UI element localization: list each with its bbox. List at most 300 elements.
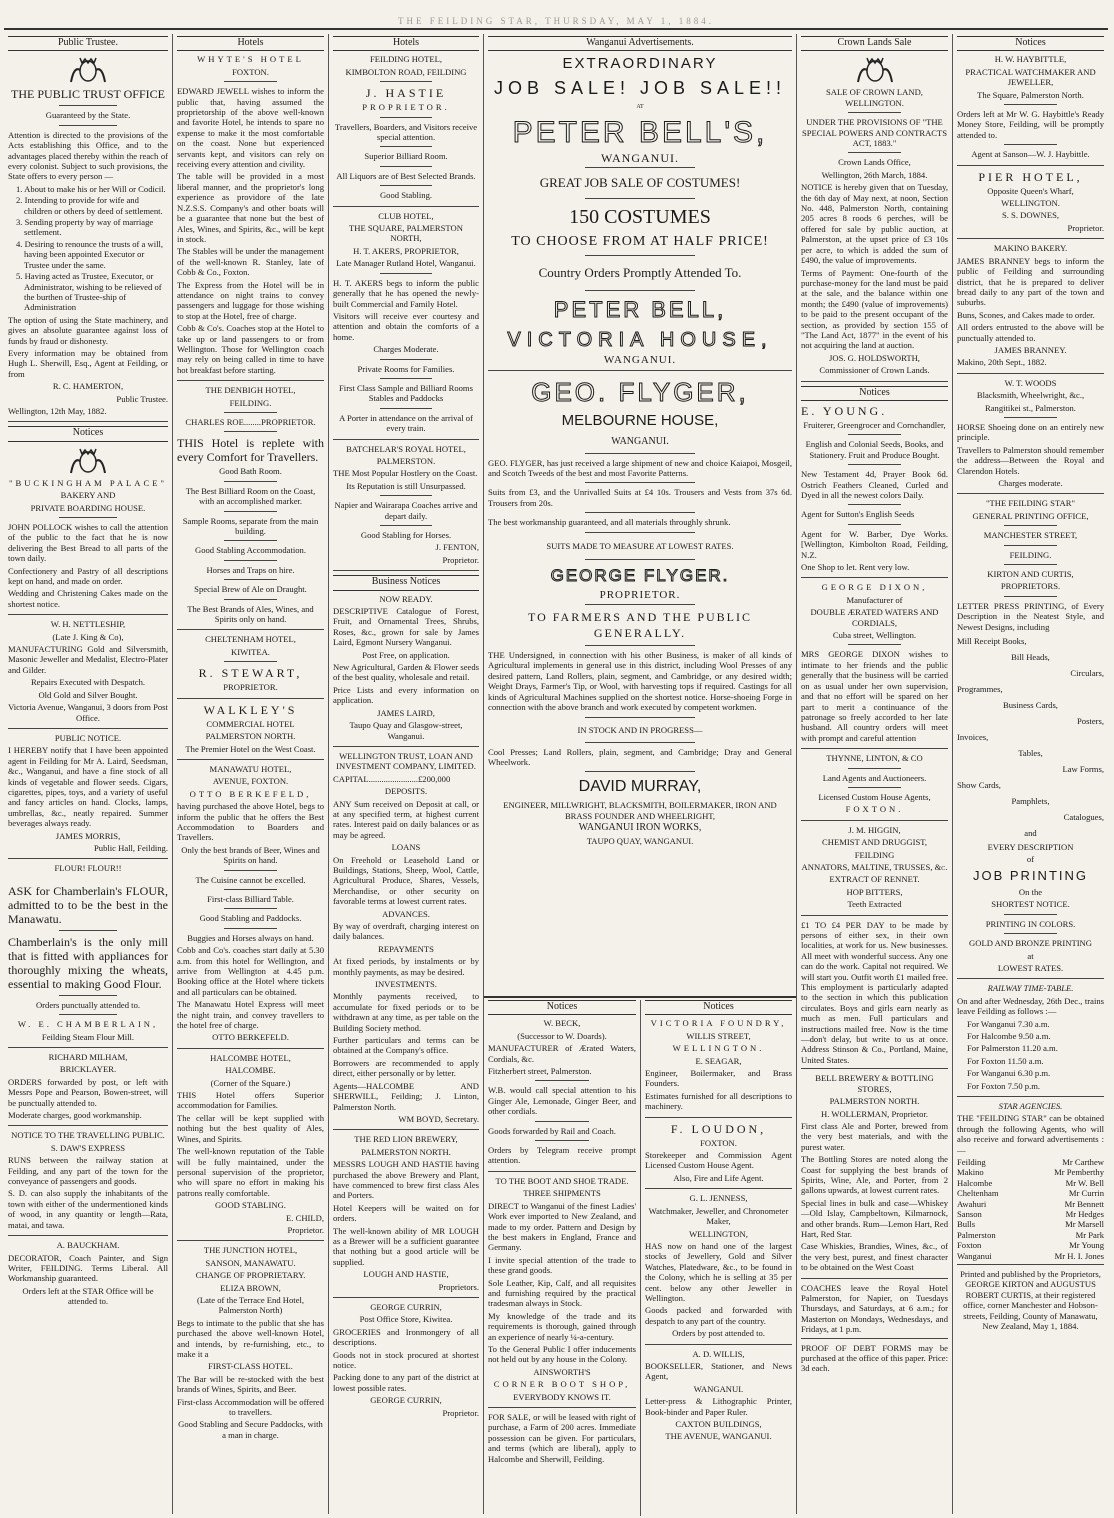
- makino-bakery-ad: [957, 243, 1104, 373]
- list-item: For Palmerston 11.20 a.m.: [967, 1043, 1058, 1054]
- table-row: [957, 1230, 1104, 1240]
- ad-body: Wedding and Christening Cakes made on the shortest notice.: [8, 588, 168, 609]
- ad-body: Suits from £3, and the Unrivalled Suits at £4 10s. Trousers and Vests from 37s 6d. Trousers from 20s.: [488, 487, 792, 508]
- ad-body: Agent at Sanson—W. J. Haybittle.: [971, 149, 1090, 160]
- ad-body: Fitzherbert street, Palmerston.: [488, 1066, 592, 1077]
- ad-body: The Stables will be under the management of the well-known R. Stanley, late of Cobb & Co., Foxton.: [177, 246, 324, 278]
- column-wanganui-ads: [484, 36, 796, 996]
- ad-body: Borrowers are recommended to apply direct, either personally or by letter.: [333, 1057, 479, 1079]
- ad-body: HORSE Shoeing done on an entirely new principle.: [957, 421, 1104, 443]
- ad-body: JAMES BRANNEY begs to inform the public of Feilding and surrounding district, that he is prepared to deliver bread daily to any part of the town and suburbs.: [957, 255, 1104, 308]
- list-item: and: [1024, 828, 1037, 839]
- agency-town: Halcombe: [957, 1177, 993, 1188]
- list-item: The Best Billiard Room on the Coast, with an accomplished marker.: [185, 485, 316, 507]
- bell-brewery-ad: [801, 1073, 948, 1278]
- list-item: For Foxton 11.50 a.m.: [967, 1055, 1044, 1066]
- ad-subtitle: PROPRIETOR.: [362, 102, 450, 113]
- ad-signature: Public Trustee.: [116, 393, 168, 404]
- ad-list: [8, 184, 168, 313]
- ad-subtitle: COMMERCIAL HOTEL: [206, 718, 295, 729]
- ad-signature: Commissioner of Crown Lands.: [819, 365, 930, 376]
- ad-body: The Express from the Hotel will be in attendance on night trains to convey passengers and luggage for those wishing to stop at the Hotel, free of charge.: [177, 279, 324, 321]
- agency-agent: Mr Young: [1069, 1240, 1104, 1251]
- ad-signature: JAMES MORRIS,: [55, 830, 121, 841]
- section-head: Hotels: [177, 36, 324, 51]
- ad-body: The option of using the State machinery, and gives an absolute guarantee against loss of funds by fraud or dishonesty.: [8, 314, 168, 346]
- agency-town: Palmerston: [957, 1229, 996, 1240]
- ad-title: THE RED LION BREWERY,: [354, 1134, 458, 1145]
- ad-title: J. HASTIE: [365, 86, 447, 101]
- ad-subtitle: (Late J. King & Co),: [52, 631, 124, 642]
- ad-subtitle: SHORTEST NOTICE.: [991, 899, 1070, 910]
- ad-title: F. LOUDON,: [670, 1121, 767, 1136]
- coaches-ad: COACHES leave the Royal Hotel Palmerston, for Napier, on Tuesdays Thursdays, and Saturdays, at 6 a.m.; for Masterton on Mondays, Wednesdays, and Fridays, at 1 p.m.: [801, 1283, 948, 1339]
- ad-subtitle: WANGANUI IRON WORKS,: [578, 822, 702, 834]
- ad-subtitle: Crown Lands Office,: [838, 157, 911, 168]
- ad-subtitle: WANGANUI.: [611, 435, 669, 447]
- agency-town: Bulls: [957, 1219, 976, 1230]
- ad-subtitle: WANGANUI.: [693, 1383, 744, 1394]
- ad-title: E. SEAGAR,: [695, 1055, 742, 1066]
- agency-town: Wanganui: [957, 1250, 992, 1261]
- agency-table: [957, 1157, 1104, 1261]
- ad-subtitle: PALMERSTON NORTH.: [829, 1096, 920, 1107]
- ad-body: EXTRACT OF RENNET.: [829, 874, 920, 885]
- list-item: First-class Billiard Table.: [207, 893, 294, 904]
- ad-title: CORNER BOOT SHOP,: [493, 1379, 631, 1390]
- ad-body: THE Most Popular Hostlery on the Coast.: [333, 468, 478, 479]
- ad-title: J. M. HIGGIN,: [848, 824, 901, 835]
- ad-subtitle: PALMERSTON NORTH.: [361, 1146, 451, 1157]
- list-item: For Foxton 7.50 p.m.: [967, 1080, 1041, 1091]
- nettleship-ad: [8, 619, 168, 729]
- column-notices-4a: [484, 1000, 640, 1516]
- ad-title: OTTO BERKEFELD,: [189, 788, 312, 799]
- ad-body: Attention is directed to the provisions of the Acts establishing this Office, and to the advantages placed thereby within the reach of every colonist. Subject to such provisions, the State offers to every person —: [8, 129, 168, 182]
- ad-body: MANUFACTURING Gold and Silversmith, Masonic Jeweller and Medalist, Electro-Plater and Gilder.: [8, 644, 168, 675]
- ad-body: On Freehold or Leasehold Land or Buildings, Stations, Sheep, Wool, Cattle, Agricultural Produce, Shares, Vessels, Merchandise, or other security on favorable terms at lowest current rates.: [333, 854, 479, 907]
- walkleys-hotel-ad: [177, 703, 324, 760]
- ad-body: Visitors will receive ever courtesy and attention and obtain the comforts of a home.: [333, 310, 479, 342]
- ad-body: THE "FEILDING STAR" can be obtained through the following Agents, who will also receive and forward advertisements :—: [957, 1113, 1104, 1155]
- ad-subtitle: CAXTON BUILDINGS,: [675, 1419, 762, 1429]
- ad-title: BATCHELAR'S ROYAL HOTEL,: [346, 443, 466, 454]
- ad-title: HALCOMBE HOTEL,: [210, 1052, 291, 1063]
- royal-crest-icon: [68, 54, 108, 84]
- ad-title: GEO. FLYGER,: [531, 376, 749, 407]
- ad-subtitle: Guaranteed by the State.: [45, 110, 131, 121]
- ad-subtitle: INVESTMENTS.: [375, 979, 437, 990]
- column-crown-lands: [797, 36, 952, 1516]
- ad-title: PETER BELL,: [553, 297, 727, 323]
- ad-title: MANAWATU HOTEL,: [209, 763, 292, 774]
- ad-body: I invite special attention of the trade to these grand goods.: [488, 1254, 636, 1276]
- ad-signature: OTTO BERKEFELD.: [212, 1032, 289, 1043]
- section-head: Wanganui Advertisements.: [488, 36, 792, 51]
- whytes-hotel-ad: [177, 54, 324, 381]
- ad-body: On and after Wednesday, 26th Dec., trains leave Feilding as follows :—: [957, 995, 1104, 1017]
- list-item: Good Bath Room.: [219, 466, 282, 477]
- ad-body: Also, Fire and Life Agent.: [673, 1172, 764, 1183]
- feilding-hotel-ad: [333, 54, 479, 206]
- ad-title: LOWEST RATES.: [997, 962, 1064, 973]
- red-lion-brewery-ad: [333, 1134, 479, 1298]
- ad-subtitle: PROPRIETOR.: [223, 682, 278, 693]
- ad-title: A. BAUCKHAM.: [56, 1240, 120, 1251]
- ad-body: ENGINEER, MILLWRIGHT, BLACKSMITH, BOILERMAKER, IRON AND BRASS FOUNDER AND WHEELRIGHT,: [503, 800, 777, 821]
- ad-body: Sole Leather, Kip, Calf, and all requisites and furnishing required by the practical tradesman always in Stock.: [488, 1277, 636, 1309]
- ad-subtitle: Post Office Store, Kiwitea.: [359, 1314, 453, 1325]
- ad-title: PETER BELL'S,: [512, 115, 768, 149]
- list-item: 3. Sending property by way of marriage settlement.: [16, 217, 154, 238]
- list-item: Only the best brands of Beer, Wines and Spirits on hand.: [181, 844, 320, 866]
- ad-body: First class Ale and Porter, brewed from the very best materials, and with the purest water.: [801, 1120, 948, 1152]
- feilding-star-printing-ad: [957, 498, 1104, 979]
- ad-subtitle: FEILDING.: [229, 397, 272, 408]
- batchelars-hotel-ad: [333, 444, 479, 572]
- list-item: Buggies and Horses always on hand.: [187, 932, 314, 943]
- ad-subtitle: PRACTICAL WATCHMAKER AND JEWELLER,: [965, 66, 1096, 88]
- agency-town: Makino: [957, 1167, 984, 1178]
- agency-agent: Mr Pemberthy: [1054, 1167, 1104, 1178]
- ad-subtitle: (Late of the Terrace End Hotel, Palmerston North): [196, 1294, 305, 1316]
- list-item: Circulars,: [1070, 668, 1104, 679]
- ad-body: DECORATOR, Coach Painter, and Sign Writer, FEILDING. Terms Liberal. All Workmanship guaranteed.: [8, 1252, 168, 1284]
- wellington-trust-ad: [333, 751, 479, 1130]
- manawatu-hotel-ad: [177, 764, 324, 1049]
- ad-body: ANNATORS, MALTINE, TRUSSES, &c.: [801, 861, 948, 872]
- ad-title: JOB SALE! JOB SALE!!: [493, 78, 787, 99]
- ad-title: GEORGE DIXON,: [821, 582, 928, 593]
- ad-body: GROCERIES and Ironmongery of all descriptions.: [333, 1326, 479, 1348]
- ad-subtitle: PALMERSTON.: [376, 455, 436, 466]
- table-row: [957, 1219, 1104, 1229]
- ad-title: TO FARMERS AND THE PUBLIC GENERALLY.: [527, 610, 753, 641]
- ad-subtitle: FEILDING.: [1009, 549, 1052, 560]
- section-head: Notices: [957, 36, 1104, 51]
- ad-body: Travellers to Palmerston should remember the address—Between the Royal and Clarendon Hotels.: [957, 444, 1104, 476]
- section-head: Business Notices: [333, 575, 479, 590]
- ad-signature: Proprietor.: [442, 1407, 479, 1418]
- ad-subtitle: PROPRIETOR.: [599, 588, 681, 601]
- table-row: [957, 1188, 1104, 1198]
- ad-body: H. T. AKERS begs to inform the public generally that he has opened the newly-built Commercial and Family Hotel.: [333, 277, 479, 309]
- list-item: Good Stabling and Paddocks.: [199, 913, 302, 924]
- ad-subtitle: UNDER THE PROVISIONS OF "THE SPECIAL POWERS AND CONTRACTS ACT, 1883.": [801, 117, 948, 149]
- ad-title: CLUB HOTEL,: [378, 210, 434, 221]
- ad-subtitle: Rangitikei st., Palmerston.: [985, 402, 1076, 413]
- laird-nursery-ad: [333, 594, 479, 747]
- agency-town: Awahuri: [957, 1198, 987, 1209]
- ad-body: Every information may be obtained from Hugh L. Sherwill, Esq., Agent at Feilding, or from: [8, 347, 168, 379]
- ad-body: Old Gold and Silver Bought.: [38, 689, 138, 700]
- ad-body: Goods forwarded by Rail and Coach.: [488, 1125, 616, 1136]
- bauckham-ad: [8, 1240, 168, 1306]
- ad-body: Price Lists and every information on application.: [333, 684, 479, 706]
- ad-title: BAKERY AND: [60, 490, 116, 501]
- list-item: Superior Billiard Room.: [364, 151, 448, 162]
- beck-ad: [488, 1018, 636, 1171]
- ad-subtitle: WELLINGTON.: [1001, 198, 1060, 209]
- ad-title: GOLD AND BRONZE PRINTING: [969, 938, 1092, 949]
- ad-body: AT: [636, 104, 644, 111]
- ad-subtitle: FOXTON.: [700, 1137, 737, 1148]
- farm-for-sale-ad: FOR SALE, or will be leased with right of purchase, a Farm of 200 acres. Immediate possession can be given. For particulars, and terms (which are liberal), apply to Halcombe and Sherwill, Feilding.: [488, 1412, 636, 1464]
- ad-title: W. BECK,: [543, 1018, 581, 1029]
- ad-subtitle: LOANS: [391, 842, 421, 853]
- ad-body: JOHN POLLOCK wishes to call the attention of the public to the fact that he is now delivering the Best Bread to all parts of the town daily.: [8, 522, 168, 564]
- list-item: The Best Brands of Ales, Wines, and Spirits only on hand.: [187, 603, 314, 625]
- ad-subtitle: (Corner of the Square.): [210, 1077, 291, 1088]
- ad-subtitle: MANCHESTER STREET,: [983, 530, 1078, 541]
- ad-subtitle: S. DAW'S EXPRESS: [50, 1142, 126, 1153]
- ad-body: Repairs Executed with Despatch.: [30, 677, 146, 688]
- ad-subtitle: AVENUE, FOXTON.: [212, 776, 289, 787]
- stinson-ad: £1 TO £4 PER DAY to be made by persons of either sex, in their own localities, at work for us. New businesses. All meet with wonderful success. Any one can do the work. Capital not required. We will start you. Outfit worth £1 mailed free. This employment is particularly adapted to the section in which this publication circulates. Boys and girls earn nearly as much as men. Full particulars and instructions mailed free. Now is the time—don't delay, but write to us at once. Address Stinson & Co., Portland, Maine, United States.: [801, 920, 948, 1070]
- ainsworth-ad: [488, 1176, 636, 1408]
- ad-body: ORDERS forwarded by post, or left with Messrs Pope and Pearson, Bowen-street, will be punctually attended to.: [8, 1076, 168, 1108]
- ad-subtitle: SANSON, MANAWATU.: [205, 1257, 296, 1268]
- ad-signature: Proprietor.: [287, 1224, 324, 1235]
- list-item: Pamphlets,: [1011, 796, 1050, 807]
- ad-title: PRIVATE BOARDING HOUSE.: [30, 502, 146, 513]
- ad-body: Orders by post attended to.: [672, 1328, 765, 1339]
- list-item: 2. Intending to provide for wife and children or others by deed of settlement.: [16, 195, 163, 216]
- list-item: Good Stabling for Horses.: [360, 530, 452, 540]
- ad-body: Cool Presses; Land Rollers, plain, segment, and Cambridge; Dray and General Wheelwork.: [488, 746, 792, 767]
- ad-body: HOP BITTERS,: [846, 886, 903, 897]
- ad-subtitle: DEPOSITS.: [384, 786, 428, 797]
- ad-body: The table will be provided in a most liberal manner, and the proprietor's long experience as providore of the late N.Z.S.S. Company's and other boats will be a guarantee that none but the best of Ales, Wines, and Spirits, &c., will be kept in stock.: [177, 171, 324, 244]
- ad-title: W. H. NETTLESHIP,: [50, 619, 126, 630]
- ad-subtitle: WILLIS STREET,: [686, 1030, 751, 1041]
- list-item: For Wanganui 7.30 a.m.: [967, 1018, 1050, 1029]
- ad-subtitle: FEILDING: [854, 849, 895, 860]
- column-notices-4b: [641, 1000, 796, 1516]
- ad-body: ANY Sum received on Deposit at call, or at any specified term, at highest current rates. Interest paid on daily balances or as may be agreed.: [333, 798, 479, 840]
- ad-subtitle: FIRST-CLASS HOTEL.: [208, 1361, 293, 1372]
- royal-crest-icon: [855, 54, 895, 84]
- ad-title: GREAT JOB SALE OF COSTUMES!: [539, 175, 741, 191]
- ad-body: Packing done to any part of the district at lowest possible rates.: [333, 1372, 479, 1393]
- ad-body: I HEREBY notify that I have been appointed agent in Feilding for Mr A. Laird, Seedsman, &c., Wanganui, and have a fine stock of all kinds of vegetable and flower seeds. Cigars, cigarettes, pipes, toys, and a variety of useful and fancy articles on hand. Clocks, lamps, umbrellas, &c., neatly repaired. Summer beverages always ready.: [8, 745, 168, 829]
- victoria-foundry-ad: [645, 1018, 792, 1117]
- ad-subtitle: KIMBOLTON ROAD, FEILDING: [345, 66, 467, 77]
- agency-town: Sanson: [957, 1209, 982, 1220]
- milham-ad: [8, 1052, 168, 1126]
- ad-body: My knowledge of the trade and its requirements is thorough, gained through an experience of nearly ¼-a-century.: [488, 1310, 636, 1342]
- ad-signature: R. C. HAMERTON,: [52, 381, 124, 392]
- willis-ad: [645, 1349, 792, 1442]
- ad-body: THIS Hotel is replete with every Comfort for Travellers.: [177, 436, 324, 465]
- ad-title: DAVID MURRAY,: [578, 778, 702, 796]
- ad-signature: JAMES LAIRD,: [377, 707, 435, 718]
- ad-body: Orders punctually attended to.: [35, 999, 141, 1010]
- denbigh-hotel-ad: [177, 385, 324, 630]
- junction-hotel-ad: [177, 1245, 324, 1440]
- ad-body: New Testament 4d, Prayer Book 6d. Ostrich Feathers Cleaned, Curled and Dyed in all the newest colors Daily.: [801, 469, 948, 500]
- list-item: 5. Having acted as Trustee, Executor, or Administrator, wishing to be relieved of the burthen of Trustee-ship of Administration: [16, 271, 162, 313]
- table-row: [957, 1209, 1104, 1219]
- list-item: For Wanganui 6.30 p.m.: [967, 1068, 1051, 1079]
- ad-body: Orders by Telegram receive prompt attention.: [488, 1145, 636, 1166]
- ad-subtitle: TAUPO QUAY, WANGANUI.: [586, 835, 694, 846]
- agency-agent: Mr Bennett: [1064, 1198, 1104, 1209]
- ad-subtitle: On the: [1018, 886, 1043, 897]
- ad-signature: WM BOYD, Secretary.: [398, 1113, 479, 1124]
- ad-body: Goods packed and forwarded with despatch to any part of the country.: [645, 1305, 792, 1326]
- column-public-trustee: [4, 36, 172, 1516]
- dixon-ad: [801, 582, 948, 749]
- ad-body: Special lines in bulk and case—Whiskey—Old Islay, Campbeltown, Kilmarnock, and other brands. Rum—Lemon Hart, Red Hart, Red Star.: [801, 1197, 948, 1239]
- ad-body: Orders left at Mr W. G. Haybittle's Ready Money Store, Feilding, will be promptly attended to.: [957, 109, 1104, 140]
- ad-body: The Bar will be re-stocked with the best brands of Wines, Spirits, and Beer.: [177, 1373, 324, 1395]
- ad-subtitle: Proprietor.: [1067, 222, 1104, 233]
- ad-subtitle: Manufacturer of: [846, 594, 903, 605]
- ad-title: BELL BREWERY & BOTTLING STORES,: [815, 1073, 934, 1094]
- list-item: Horses and Traps on hire.: [206, 564, 295, 575]
- list-item: Travellers, Boarders, and Visitors receive special attention.: [334, 121, 478, 143]
- ad-title: VICTORIA FOUNDRY,: [650, 1018, 787, 1029]
- ad-title: NOW READY.: [379, 593, 433, 604]
- ad-title: EVERY DESCRIPTION: [987, 842, 1074, 853]
- list-item: Show Cards,: [957, 780, 1001, 791]
- ad-subtitle: CHARLES ROE........PROPRIETOR.: [185, 417, 316, 427]
- ad-subtitle: Opposite Queen's Wharf,: [987, 185, 1074, 196]
- star-agencies: [957, 1101, 1104, 1265]
- ad-signature: Proprietors.: [438, 1281, 479, 1292]
- ad-title: THE JUNCTION HOTEL,: [203, 1245, 298, 1256]
- ad-body: First-class Accommodation will be offered to travellers.: [177, 1396, 324, 1418]
- imprint: Printed and published by the Proprietors, GEORGE KIRTON and AUGUSTUS ROBERT CURTIS, at their registered office, corner Manchester and Hobson-streets, Feilding, County of Manawatu, New Zealand, May 1, 1884.: [960, 1269, 1101, 1332]
- ad-title: JOB PRINTING: [972, 867, 1088, 883]
- ad-subtitle: WELLINGTON.: [672, 1043, 765, 1054]
- list-item: Posters,: [1077, 716, 1104, 727]
- ad-subtitle: Watchmaker, Jeweller, and Chronometer Maker,: [648, 1205, 789, 1227]
- ad-title: GENERAL PRINTING OFFICE,: [972, 510, 1089, 521]
- pier-hotel-ad: [957, 170, 1104, 240]
- ad-body: Cobb & Co's. Coaches stop at the Hotel to take up or land passengers to or from Wellington. Those for Wellington coach may rely on being called in time to have hot breakfast before starting.: [177, 323, 324, 375]
- ad-body: English and Colonial Seeds, Books, and Stationery. Fruit and Produce Bought.: [805, 439, 944, 460]
- ad-subtitle: EVERYBODY KNOWS IT.: [513, 1391, 611, 1402]
- section-head: Hotels: [333, 36, 479, 51]
- list-item: The Cuisine cannot be excelled.: [195, 874, 306, 885]
- ad-body: THIS Hotel offers Superior accommodation for Families.: [177, 1090, 324, 1111]
- ad-body: Storekeeper and Commission Agent Licensed Custom House Agent.: [645, 1150, 792, 1171]
- table-row: [957, 1178, 1104, 1188]
- ad-body: S. D. can also supply the inhabitants of the town with either of the undermentioned kinds of wood, in any quantity or length—Rata, matai, and tawa.: [8, 1188, 168, 1230]
- haybittle-ad: [957, 54, 1104, 165]
- ad-subtitle: Cuba street, Wellington.: [832, 630, 917, 641]
- ad-signature: LOUGH AND HASTIE,: [363, 1269, 449, 1280]
- railway-timetable: [957, 983, 1104, 1097]
- ad-body: Letter-press & Lithographic Printer, Book-binder and Paper Ruler.: [645, 1396, 792, 1417]
- agency-town: Foxton: [957, 1240, 982, 1251]
- ad-body: Post Free, on application.: [362, 649, 450, 660]
- ad-body: At fixed periods, by instalments or by monthly payments, as may be desired.: [333, 956, 479, 977]
- ad-subtitle: Late Manager Rutland Hotel, Wanganui.: [336, 258, 476, 269]
- ad-signature: JOS. G. HOLDSWORTH,: [829, 352, 920, 363]
- masthead: THE FEILDING STAR, THURSDAY, MAY 1, 1884.: [4, 0, 1108, 30]
- agency-agent: Mr H. I. Jones: [1054, 1250, 1104, 1261]
- ad-title: THE PUBLIC TRUST OFFICE: [11, 87, 165, 102]
- ad-body: Buns, Scones, and Cakes made to order.: [957, 309, 1095, 320]
- list-item: For Halcombe 9.50 a.m.: [967, 1030, 1051, 1041]
- ad-subtitle: REPAYMENTS: [378, 943, 434, 954]
- young-ad: [801, 404, 948, 578]
- higgin-ad: [801, 825, 948, 916]
- agency-agent: Mr Park: [1075, 1229, 1104, 1240]
- list-item: Law Forms,: [1062, 764, 1104, 775]
- ad-body: BOOKSELLER, Stationer, and News Agent,: [645, 1360, 792, 1382]
- list-item: Catalogues,: [1063, 812, 1104, 823]
- ad-body: Teeth Extracted: [847, 899, 902, 910]
- ad-body: having purchased the above Hotel, begs to inform the public that he offers the Best Accommodation to Boarders and Travellers.: [177, 801, 324, 843]
- ad-body: Monthly payments received, to accumulate for fixed periods or to be withdrawn at any time, as per table on the Building Society method.: [333, 991, 479, 1033]
- ad-body: Good Stabling and Secure Paddocks, with a man in charge.: [178, 1419, 323, 1440]
- ad-signature: Feilding Steam Flour Mill.: [41, 1031, 135, 1042]
- ad-body: The best workmanship guaranteed, and all materials throughly shrunk.: [488, 517, 731, 528]
- ad-body: LETTER PRESS PRINTING, of Every Description in the Neatest Style, and Newest Designs, including: [957, 600, 1104, 632]
- section-head: Crown Lands Sale: [801, 36, 948, 51]
- ad-body: SUITS MADE TO MEASURE AT LOWEST RATES.: [546, 540, 734, 551]
- ad-title: THE DENBIGH HOTEL,: [205, 385, 296, 396]
- section-head: Notices: [645, 1000, 792, 1015]
- ad-subtitle: PROPRIETORS.: [1000, 581, 1061, 592]
- ad-title: SALE OF CROWN LAND, WELLINGTON.: [826, 87, 923, 108]
- ad-subtitle: CHANGE OF PROPRIETARY.: [195, 1270, 306, 1281]
- ad-subtitle: H. WOLLERMAN, Proprietor.: [820, 1108, 928, 1119]
- table-row: [957, 1167, 1104, 1177]
- ad-title: VICTORIA HOUSE,: [507, 329, 773, 352]
- ad-title: S. S. DOWNES,: [1001, 210, 1060, 221]
- list-item: Business Cards,: [1003, 700, 1058, 711]
- agency-agent: Mr W. Bell: [1065, 1177, 1104, 1188]
- ad-body: Country Orders Promptly Attended To.: [538, 265, 742, 281]
- column-notices-6: [953, 36, 1108, 1516]
- ad-title: THYNNE, LINTON, & CO: [826, 753, 923, 764]
- ad-subtitle: WELLINGTON,: [689, 1228, 748, 1239]
- ad-body: The Premier Hotel on the West Coast.: [185, 743, 316, 754]
- ad-body: Further particulars and terms can be obtained at the Company's office.: [333, 1035, 479, 1056]
- ad-body: ASK for Chamberlain's FLOUR, admitted to to be the best in the Manawatu.: [8, 883, 168, 926]
- ad-title: MAKINO BAKERY.: [993, 243, 1068, 254]
- ad-body: MESSRS LOUGH AND HASTIE having purchased the above Brewery and Plant, have commenced to brew first class Ales and Porters.: [333, 1159, 479, 1201]
- daw-express-ad: [8, 1130, 168, 1236]
- ad-body: W.B. would call special attention to his Ginger Ale, Lemonade, Ginger Beer, and other cordials.: [488, 1085, 636, 1117]
- ad-title: GEORGE FLYGER.: [550, 565, 730, 585]
- section-head: Public Trustee.: [8, 36, 168, 51]
- ad-title: RICHARD MILHAM,: [48, 1052, 128, 1062]
- ad-subtitle: ADVANCES.: [382, 908, 430, 919]
- ad-subtitle: HALCOMBE.: [225, 1065, 276, 1076]
- ad-body: The Bottling Stores are noted along the Coast for supplying the best brands of Spirits, Wine, Ale, and Porter, from 2 gallons upwards, at lowest current rates.: [801, 1154, 948, 1196]
- ad-subtitle: GOOD STABLING.: [215, 1200, 286, 1211]
- list-item: First Class Sample and Billiard Rooms Stables and Paddocks: [339, 382, 473, 404]
- section-head: Notices: [8, 426, 168, 441]
- list-item: 4. Desiring to renounce the trusts of a will, having been appointed Executor or Trustee under the same.: [16, 238, 164, 270]
- column-hotels-1: [173, 36, 328, 1516]
- ad-body: Licensed Custom House Agents,: [818, 791, 931, 802]
- ad-subtitle: WANGANUI.: [601, 150, 679, 165]
- ad-body: Charges moderate.: [998, 478, 1063, 488]
- ad-date: Wellington, 12th May, 1882.: [8, 405, 107, 416]
- ad-body: Cobb and Co's. coaches start daily at 5.30 a.m. from this hotel for Wellington, and arrive from Wellington at 4.45 p.m. Booking office at the Hotel where tickets and all particulars can be obtained.: [177, 945, 324, 997]
- ad-body: GEO. FLYGER, has just received a large shipment of new and choice Kaiapoi, Mosgeil, and Scotch Tweeds of the best and most Favorite Patterns.: [488, 457, 792, 479]
- ad-subtitle: THE AVENUE, WANGANUI.: [665, 1431, 772, 1442]
- table-row: [957, 1251, 1104, 1261]
- ad-subtitle: at: [1027, 950, 1034, 961]
